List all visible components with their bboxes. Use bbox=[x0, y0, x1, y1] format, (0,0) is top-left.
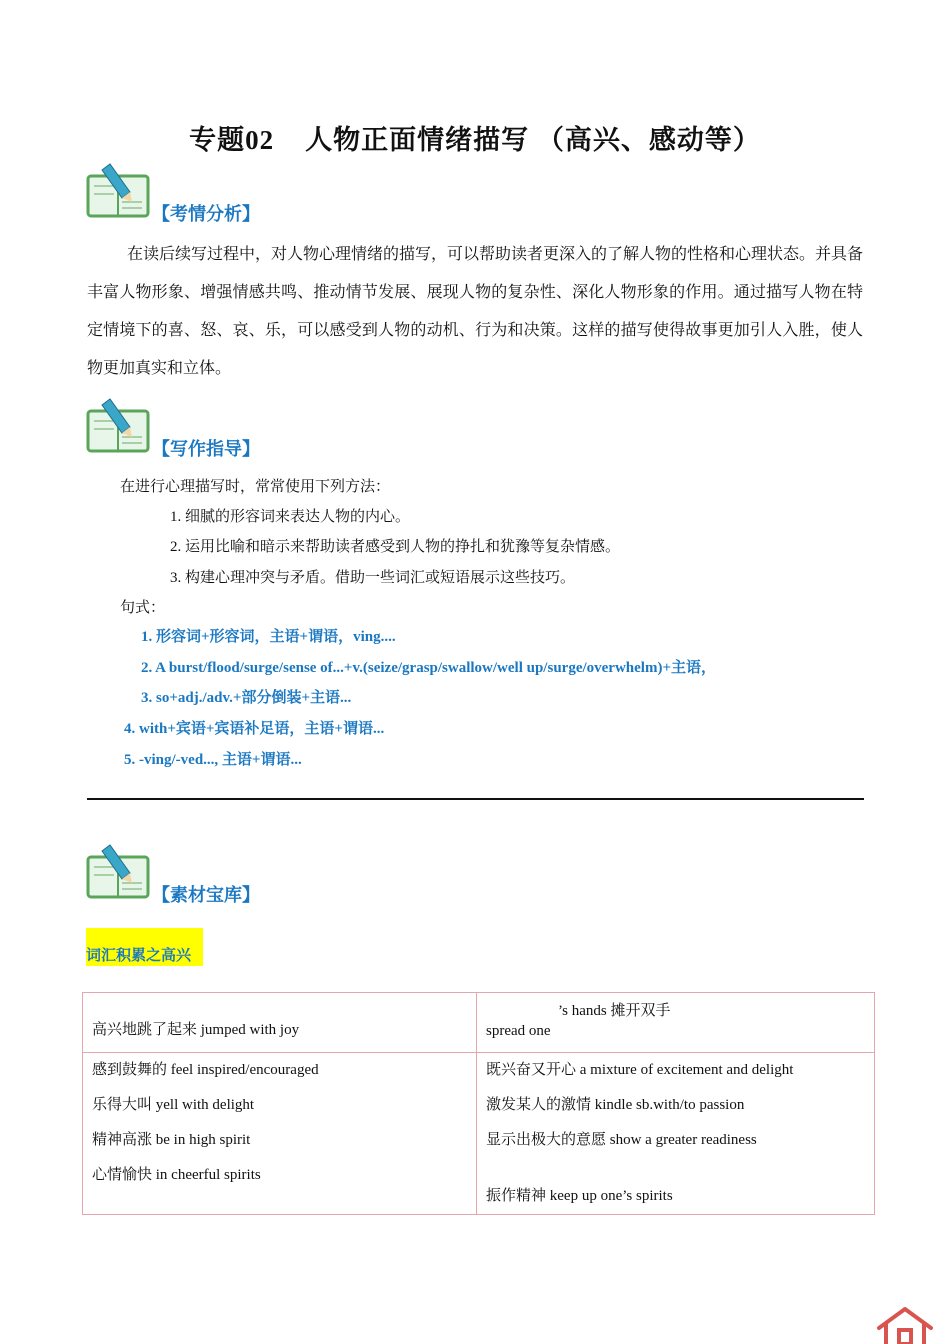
analysis-paragraph: 在读后续写过程中，对人物心理情绪的描写，可以帮助读者更深入的了解人物的性格和心理状态。并具备丰富人物形象、增强情感共鸣、推动情节发展、展现人物的复杂性、深化人物形象的作用。通过描写人物在特定情境下的喜、怒、哀、乐，可以感受到人物的动机、行为和决策。这样的描写使得故事更加引人入胜，使人物更加真实和立体。 bbox=[87, 246, 864, 377]
notebook-pencil-icon bbox=[86, 162, 152, 220]
vocab-cell bbox=[83, 993, 477, 1053]
section-heading-material: 【素材宝库】 bbox=[152, 885, 260, 905]
spacer bbox=[486, 1158, 865, 1179]
vocab-cell bbox=[477, 993, 875, 1053]
vocab-item-part: ’s hands 摊开双手 bbox=[558, 1003, 671, 1019]
vocab-item: 精神高涨 be in high spirit bbox=[92, 1132, 251, 1148]
pattern-5: 5. -ving/-ved..., 主语+谓语... bbox=[124, 752, 302, 768]
vocab-cell bbox=[83, 1053, 477, 1215]
vocab-cell bbox=[477, 1053, 875, 1215]
section-divider bbox=[87, 798, 864, 800]
vocab-item: 激发某人的激情 kindle sb.with/to passion bbox=[486, 1097, 745, 1113]
pattern-3: 3. so+adj./adv.+部分倒装+主语... bbox=[141, 690, 352, 706]
vocab-item: 既兴奋又开心 a mixture of excitement and delight bbox=[486, 1062, 794, 1078]
pattern-4: 4. with+宾语+宾语补足语，主语+谓语... bbox=[124, 721, 385, 737]
section-heading-analysis: 【考情分析】 bbox=[152, 204, 260, 224]
pattern-label: 句式： bbox=[120, 600, 166, 616]
guide-method-2: 2. 运用比喻和暗示来帮助读者感受到人物的挣扎和犹豫等复杂情感。 bbox=[170, 539, 621, 555]
vocab-item-part: spread one bbox=[486, 1023, 551, 1039]
guide-intro: 在进行心理描写时，常常使用下列方法： bbox=[120, 479, 391, 495]
guide-method-3: 3. 构建心理冲突与矛盾。借助一些词汇或短语展示这些技巧。 bbox=[170, 570, 576, 586]
page-title: 专题02 人物正面情绪描写 （高兴、感动等） bbox=[189, 125, 761, 155]
vocab-item: 振作精神 keep up one’s spirits bbox=[486, 1188, 673, 1204]
vocab-item: 显示出极大的意愿 show a greater readiness bbox=[486, 1132, 757, 1148]
vocab-item: 心情愉快 in cheerful spirits bbox=[92, 1167, 261, 1183]
pattern-2: 2. A burst/flood/surge/sense of...+v.(seize/grasp/swallow/well up/surge/overwhelm)+主语， bbox=[141, 660, 716, 676]
vocab-item: 高兴地跳了起来 jumped with joy bbox=[92, 1022, 300, 1038]
notebook-pencil-icon bbox=[86, 843, 152, 901]
vocab-item: 乐得大叫 yell with delight bbox=[92, 1097, 255, 1113]
guide-method-1: 1. 细腻的形容词来表达人物的内心。 bbox=[170, 509, 411, 525]
pattern-1: 1. 形容词+形容词，主语+谓语，ving.... bbox=[141, 629, 396, 645]
highlight-heading: 词汇积累之高兴 bbox=[86, 928, 203, 966]
vocab-table bbox=[82, 992, 875, 1215]
vocab-item: 感到鼓舞的 feel inspired/encouraged bbox=[92, 1062, 319, 1078]
home-icon[interactable] bbox=[876, 1306, 934, 1344]
notebook-pencil-icon bbox=[86, 397, 152, 455]
section-heading-guide: 【写作指导】 bbox=[152, 439, 260, 459]
